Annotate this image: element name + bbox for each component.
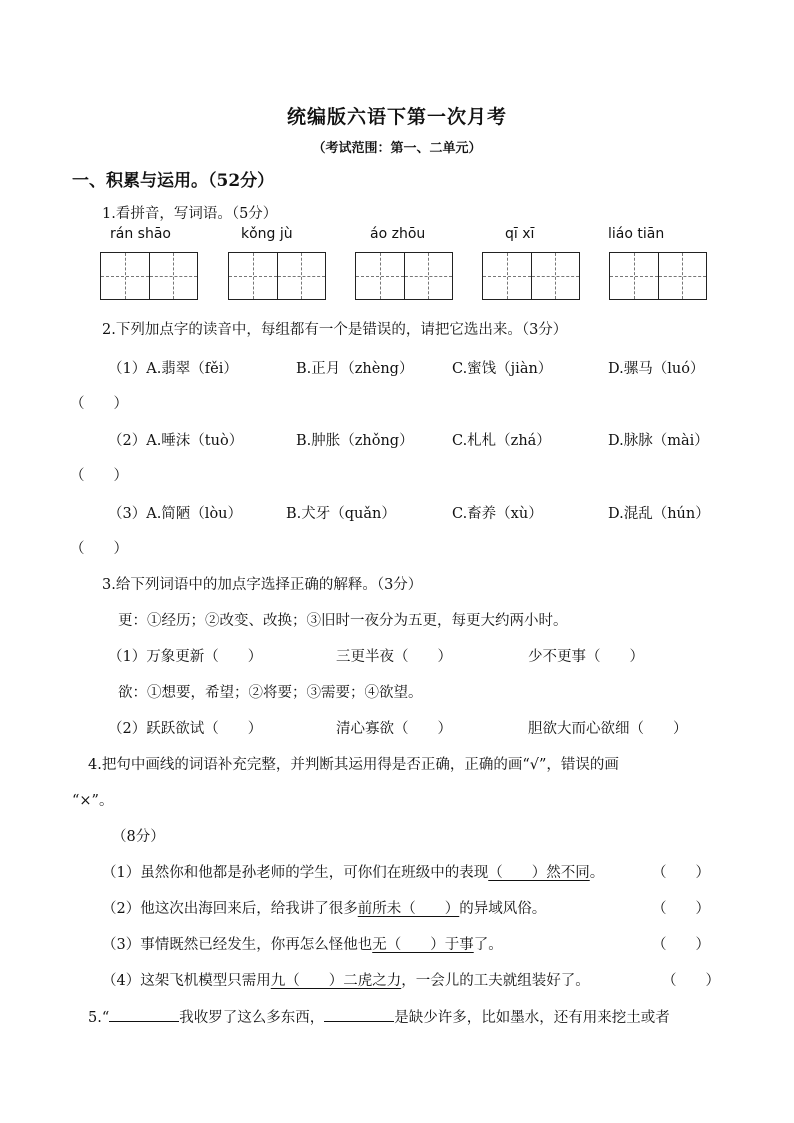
q4-item-4	[102, 969, 590, 990]
q4-item-3-tail: 了。	[473, 937, 503, 953]
pinyin-4: qī xī	[505, 226, 535, 242]
q4-item-2-judgement[interactable]: （ ）	[652, 901, 710, 917]
writing-grid-1[interactable]	[100, 252, 198, 300]
q4-item-3	[102, 933, 503, 954]
q3-prompt: 3.给下列词语中的加点字选择正确的解释。（3分）	[102, 577, 423, 593]
q4-item-4-blank[interactable]: 九（ ）二虎之力	[270, 973, 402, 989]
q4-item-4-judgement[interactable]: （ ）	[662, 973, 720, 989]
pinyin-1: rán shāo	[110, 226, 171, 242]
q4-item-4-tail: ，一会儿的工夫就组装好了。	[401, 973, 590, 989]
q5-text	[88, 1006, 670, 1027]
writing-grid-4[interactable]	[482, 252, 580, 300]
section-heading: 一、积累与运用。（52分）	[72, 171, 275, 191]
q2-1-answer-blank[interactable]: （ ）	[70, 396, 128, 412]
q4-item-3-text: （3）事情既然已经发生，你再怎么怪他也	[102, 937, 373, 953]
q3-1-item-3[interactable]: 少不更事（ ）	[528, 649, 644, 665]
pinyin-5: liáo tiān	[608, 226, 665, 242]
q5-open-quote: 5.“	[88, 1010, 110, 1026]
q3-2-item-2[interactable]: 清心寡欲（ ）	[336, 721, 452, 737]
writing-grid-5[interactable]	[609, 252, 707, 300]
q2-3-option-c: C.畜养（xù）	[452, 506, 543, 522]
q4-item-1-text: （1）虽然你和他都是孙老师的学生，可你们在班级中的表现	[102, 865, 489, 881]
pinyin-2: kǒng jù	[241, 226, 293, 242]
q2-prompt: 2.下列加点字的读音中，每组都有一个是错误的，请把它选出来。（3分）	[102, 322, 568, 338]
q4-item-1-blank[interactable]: （ ）然不同	[488, 865, 590, 881]
q4-item-2-text: （2）他这次出海回来后，给我讲了很多	[102, 901, 358, 917]
pinyin-3: áo zhōu	[370, 226, 426, 242]
q4-score: （8分）	[112, 829, 165, 845]
q4-item-4-text: （4）这架飞机模型只需用	[102, 973, 271, 989]
page-title: 统编版六语下第一次月考	[286, 106, 507, 128]
q4-item-1	[102, 861, 604, 882]
q1-prompt: 1.看拼音，写词语。（5分）	[102, 206, 278, 222]
q4-item-2	[102, 897, 546, 918]
q2-3-option-a: （3）A.简陋（lòu）	[108, 506, 243, 522]
q5-blank-1[interactable]	[109, 1007, 179, 1022]
q2-3-option-b: B.犬牙（quǎn）	[286, 506, 396, 522]
q4-prompt-line2: “×”。	[72, 793, 114, 809]
q3-2-item-3[interactable]: 胆欲大而心欲细（ ）	[528, 721, 688, 737]
q2-2-option-a: （2）A.唾沫（tuò）	[108, 433, 244, 449]
q5-text-end: 是缺少许多，比如墨水，还有用来挖土或者	[394, 1010, 670, 1026]
q5-blank-2[interactable]	[324, 1007, 394, 1022]
writing-grid-2[interactable]	[228, 252, 326, 300]
q2-3-option-d: D.混乱（hún）	[608, 506, 710, 522]
q4-item-2-tail: 的异域风俗。	[459, 901, 547, 917]
q3-yu-definitions: 欲：①想要，希望；②将要；③需要；④欲望。	[118, 685, 423, 701]
q2-2-option-d: D.脉脉（mài）	[608, 433, 709, 449]
q4-item-2-blank[interactable]: 前所未（ ）	[357, 901, 460, 917]
q4-item-3-judgement[interactable]: （ ）	[652, 937, 710, 953]
q2-1-option-a: （1）A.翡翠（fěi）	[108, 361, 238, 377]
writing-grid-3[interactable]	[355, 252, 453, 300]
q2-2-answer-blank[interactable]: （ ）	[70, 468, 128, 484]
q2-2-option-b: B.肿胀（zhǒng）	[296, 433, 414, 449]
exam-scope: （考试范围：第一、二单元）	[312, 141, 482, 156]
q4-item-1-judgement[interactable]: （ ）	[652, 865, 710, 881]
q2-1-option-d: D.骡马（luó）	[608, 361, 705, 377]
q4-item-1-tail: 。	[589, 865, 605, 881]
q3-2-item-1[interactable]: （2）跃跃欲试（ ）	[108, 721, 263, 737]
q4-item-3-blank[interactable]: 无（ ）于事	[372, 937, 474, 953]
q3-geng-definitions: 更：①经历；②改变、改换；③旧时一夜分为五更，每更大约两小时。	[118, 613, 568, 629]
q2-3-answer-blank[interactable]: （ ）	[70, 541, 128, 557]
q5-text-mid: 我收罗了这么多东西，	[179, 1010, 325, 1026]
q2-1-option-b: B.正月（zhèng）	[296, 361, 414, 377]
q4-prompt-line1: 4.把句中画线的词语补充完整，并判断其运用得是否正确，正确的画“√”，错误的画	[88, 757, 619, 773]
q2-2-option-c: C.札札（zhá）	[452, 433, 551, 449]
q2-1-option-c: C.蜜饯（jiàn）	[452, 361, 553, 377]
q3-1-item-1[interactable]: （1）万象更新（ ）	[108, 649, 263, 665]
q3-1-item-2[interactable]: 三更半夜（ ）	[336, 649, 452, 665]
